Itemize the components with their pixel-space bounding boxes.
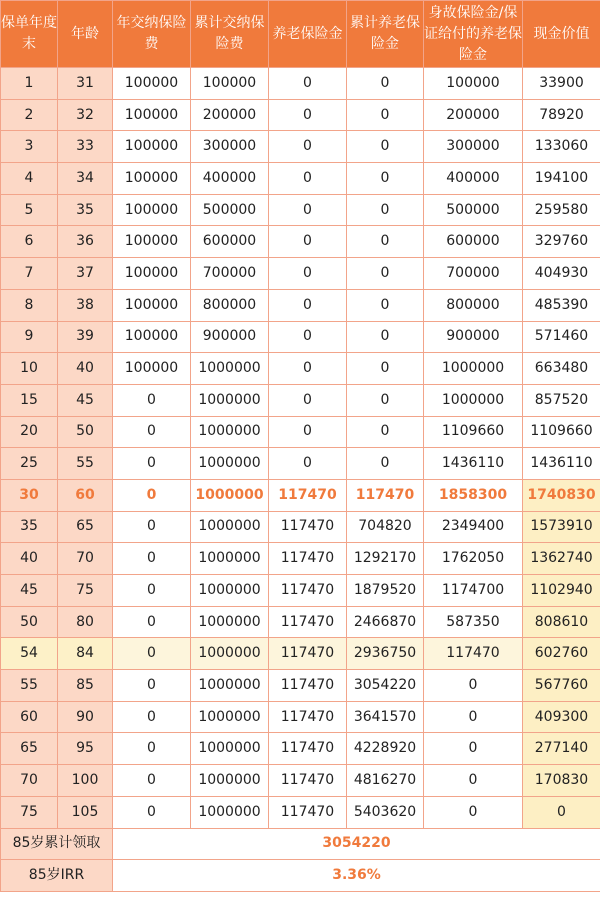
table-cell: 133060 (523, 131, 600, 163)
table-cell: 0 (113, 670, 191, 702)
table-cell: 40 (1, 543, 58, 575)
header-pension-benefit: 养老保险金 (269, 1, 347, 68)
table-row (1, 353, 600, 385)
table-cell: 0 (347, 384, 424, 416)
table-cell: 37 (58, 258, 113, 290)
table-cell: 100000 (113, 258, 191, 290)
table-cell: 0 (424, 733, 523, 765)
table-row (1, 384, 600, 416)
table-cell: 1000000 (191, 511, 269, 543)
table-row (1, 416, 600, 448)
table-cell: 0 (347, 68, 424, 100)
table-cell: 600000 (191, 226, 269, 258)
table-cell: 0 (347, 99, 424, 131)
table-cell: 500000 (191, 194, 269, 226)
table-row (1, 448, 600, 480)
table-cell: 3 (1, 131, 58, 163)
table-cell: 1573910 (523, 511, 600, 543)
table-cell: 1000000 (191, 543, 269, 575)
table-cell: 1858300 (424, 479, 523, 511)
table-cell: 0 (269, 131, 347, 163)
table-cell: 0 (424, 670, 523, 702)
table-row (1, 796, 600, 828)
table-cell: 100000 (113, 289, 191, 321)
table-cell: 117470 (269, 606, 347, 638)
table-row (1, 99, 600, 131)
table-row (1, 258, 600, 290)
table-cell: 0 (113, 511, 191, 543)
table-cell: 80 (58, 606, 113, 638)
table-cell: 600000 (424, 226, 523, 258)
table-cell: 0 (347, 194, 424, 226)
table-cell: 20 (1, 416, 58, 448)
table-cell: 0 (113, 479, 191, 511)
table-cell: 0 (347, 353, 424, 385)
table-cell: 3054220 (347, 670, 424, 702)
table-cell: 0 (269, 416, 347, 448)
table-cell: 4816270 (347, 765, 424, 797)
table-cell: 0 (113, 384, 191, 416)
table-cell: 0 (269, 321, 347, 353)
table-cell: 117470 (269, 765, 347, 797)
table-row (1, 194, 600, 226)
table-cell: 39 (58, 321, 113, 353)
table-cell: 36 (58, 226, 113, 258)
table-cell: 100 (58, 765, 113, 797)
table-cell: 6 (1, 226, 58, 258)
table-cell: 0 (347, 226, 424, 258)
table-cell: 117470 (424, 638, 523, 670)
table-cell: 0 (269, 226, 347, 258)
table-cell: 1000000 (191, 638, 269, 670)
table-cell: 900000 (424, 321, 523, 353)
table-cell: 2466870 (347, 606, 424, 638)
summary-total-row (1, 828, 600, 860)
table-cell: 1109660 (424, 416, 523, 448)
table-cell: 1362740 (523, 543, 600, 575)
table-cell: 75 (1, 796, 58, 828)
table-cell: 663480 (523, 353, 600, 385)
table-cell: 100000 (113, 99, 191, 131)
table-cell: 30 (1, 479, 58, 511)
table-row (1, 670, 600, 702)
table-cell: 100000 (113, 353, 191, 385)
table-cell: 117470 (269, 733, 347, 765)
table-cell: 38 (58, 289, 113, 321)
table-cell: 100000 (113, 194, 191, 226)
table-cell: 0 (424, 765, 523, 797)
table-cell: 65 (1, 733, 58, 765)
table-cell: 1436110 (424, 448, 523, 480)
table-cell: 54 (1, 638, 58, 670)
table-row (1, 765, 600, 797)
table-cell: 7 (1, 258, 58, 290)
table-cell: 100000 (113, 226, 191, 258)
table-cell: 194100 (523, 163, 600, 195)
table-cell: 700000 (191, 258, 269, 290)
table-cell: 0 (523, 796, 600, 828)
table-cell: 117470 (269, 701, 347, 733)
table-row (1, 511, 600, 543)
table-cell: 117470 (269, 511, 347, 543)
table-cell: 1000000 (191, 670, 269, 702)
table-cell: 1879520 (347, 575, 424, 607)
table-cell: 0 (269, 99, 347, 131)
table-cell: 1000000 (424, 384, 523, 416)
table-cell: 40 (58, 353, 113, 385)
table-cell: 5 (1, 194, 58, 226)
table-cell: 25 (1, 448, 58, 480)
table-cell: 0 (113, 765, 191, 797)
table-cell: 84 (58, 638, 113, 670)
table-cell: 704820 (347, 511, 424, 543)
header-cumulative-pension: 累计养老保险金 (347, 1, 424, 68)
table-cell: 95 (58, 733, 113, 765)
table-cell: 800000 (191, 289, 269, 321)
table-cell: 300000 (424, 131, 523, 163)
table-cell: 900000 (191, 321, 269, 353)
table-cell: 70 (58, 543, 113, 575)
table-cell: 9 (1, 321, 58, 353)
header-policy-year: 保单年度末 (1, 1, 58, 68)
header-cumulative-premium: 累计交纳保险费 (191, 1, 269, 68)
table-cell: 1000000 (191, 701, 269, 733)
table-cell: 170830 (523, 765, 600, 797)
table-cell: 1762050 (424, 543, 523, 575)
table-cell: 300000 (191, 131, 269, 163)
table-cell: 571460 (523, 321, 600, 353)
header-age: 年龄 (58, 1, 113, 68)
table-cell: 1740830 (523, 479, 600, 511)
table-cell: 0 (424, 701, 523, 733)
table-cell: 1000000 (191, 416, 269, 448)
table-cell: 0 (269, 353, 347, 385)
table-cell: 33900 (523, 68, 600, 100)
table-cell: 567760 (523, 670, 600, 702)
table-cell: 0 (424, 796, 523, 828)
table-cell: 602760 (523, 638, 600, 670)
table-cell: 0 (347, 258, 424, 290)
table-cell: 100000 (113, 68, 191, 100)
summary-irr-row (1, 860, 600, 892)
table-cell: 50 (1, 606, 58, 638)
table-cell: 85 (58, 670, 113, 702)
table-cell: 0 (347, 131, 424, 163)
table-cell: 100000 (191, 68, 269, 100)
table-cell: 105 (58, 796, 113, 828)
table-cell: 45 (58, 384, 113, 416)
table-cell: 8 (1, 289, 58, 321)
table-cell: 1000000 (191, 384, 269, 416)
table-cell: 0 (269, 384, 347, 416)
table-cell: 0 (269, 448, 347, 480)
table-header-row (1, 1, 600, 68)
table-cell: 200000 (191, 99, 269, 131)
table-cell: 2349400 (424, 511, 523, 543)
table-cell: 1000000 (191, 575, 269, 607)
total-claimed-value: 3054220 (113, 828, 600, 860)
table-cell: 45 (1, 575, 58, 607)
table-cell: 329760 (523, 226, 600, 258)
table-row (1, 131, 600, 163)
table-cell: 0 (347, 448, 424, 480)
table-cell: 0 (269, 258, 347, 290)
table-row (1, 701, 600, 733)
table-cell: 117470 (269, 670, 347, 702)
table-row (1, 68, 600, 100)
table-cell: 485390 (523, 289, 600, 321)
table-cell: 35 (1, 511, 58, 543)
table-cell: 55 (58, 448, 113, 480)
table-cell: 117470 (347, 479, 424, 511)
table-cell: 75 (58, 575, 113, 607)
table-cell: 50 (58, 416, 113, 448)
table-cell: 33 (58, 131, 113, 163)
table-cell: 90 (58, 701, 113, 733)
table-cell: 0 (269, 68, 347, 100)
table-cell: 0 (113, 638, 191, 670)
table-cell: 2936750 (347, 638, 424, 670)
table-cell: 0 (347, 289, 424, 321)
table-row (1, 543, 600, 575)
table-cell: 0 (269, 194, 347, 226)
table-cell: 0 (113, 733, 191, 765)
table-row (1, 638, 600, 670)
table-cell: 117470 (269, 796, 347, 828)
table-cell: 31 (58, 68, 113, 100)
table-cell: 808610 (523, 606, 600, 638)
table-cell: 0 (269, 289, 347, 321)
total-claimed-label: 85岁累计领取 (1, 828, 113, 860)
table-cell: 1174700 (424, 575, 523, 607)
table-cell: 100000 (424, 68, 523, 100)
table-cell: 587350 (424, 606, 523, 638)
table-cell: 34 (58, 163, 113, 195)
table-cell: 1000000 (191, 796, 269, 828)
table-cell: 100000 (113, 163, 191, 195)
table-cell: 0 (113, 575, 191, 607)
table-cell: 15 (1, 384, 58, 416)
table-row (1, 289, 600, 321)
table-cell: 700000 (424, 258, 523, 290)
table-cell: 1000000 (191, 606, 269, 638)
table-cell: 5403620 (347, 796, 424, 828)
table-cell: 800000 (424, 289, 523, 321)
table-cell: 0 (113, 448, 191, 480)
table-cell: 1000000 (191, 479, 269, 511)
table-cell: 65 (58, 511, 113, 543)
table-cell: 1000000 (191, 353, 269, 385)
table-cell: 55 (1, 670, 58, 702)
table-cell: 1000000 (191, 765, 269, 797)
table-cell: 500000 (424, 194, 523, 226)
table-cell: 409300 (523, 701, 600, 733)
table-row (1, 321, 600, 353)
table-cell: 277140 (523, 733, 600, 765)
table-cell: 60 (1, 701, 58, 733)
table-cell: 400000 (424, 163, 523, 195)
table-cell: 117470 (269, 575, 347, 607)
header-annual-premium: 年交纳保险费 (113, 1, 191, 68)
table-cell: 0 (347, 321, 424, 353)
table-cell: 0 (347, 416, 424, 448)
table-cell: 0 (113, 543, 191, 575)
table-cell: 1102940 (523, 575, 600, 607)
table-cell: 2 (1, 99, 58, 131)
table-row (1, 733, 600, 765)
table-cell: 35 (58, 194, 113, 226)
table-row (1, 606, 600, 638)
table-cell: 404930 (523, 258, 600, 290)
table-cell: 0 (347, 163, 424, 195)
table-cell: 100000 (113, 321, 191, 353)
table-cell: 78920 (523, 99, 600, 131)
header-death-benefit: 身故保险金/保证给付的养老保险金 (424, 1, 523, 68)
table-cell: 10 (1, 353, 58, 385)
table-cell: 3641570 (347, 701, 424, 733)
header-cash-value: 现金价值 (523, 1, 600, 68)
table-cell: 1000000 (191, 733, 269, 765)
table-cell: 1292170 (347, 543, 424, 575)
table-cell: 117470 (269, 479, 347, 511)
table-row (1, 479, 600, 511)
table-cell: 857520 (523, 384, 600, 416)
table-cell: 70 (1, 765, 58, 797)
irr-label: 85岁IRR (1, 860, 113, 892)
table-cell: 117470 (269, 543, 347, 575)
table-cell: 400000 (191, 163, 269, 195)
table-row (1, 226, 600, 258)
table-cell: 0 (113, 606, 191, 638)
irr-value: 3.36% (113, 860, 600, 892)
table-cell: 259580 (523, 194, 600, 226)
table-cell: 4228920 (347, 733, 424, 765)
table-cell: 60 (58, 479, 113, 511)
table-cell: 32 (58, 99, 113, 131)
table-cell: 0 (113, 416, 191, 448)
table-row (1, 575, 600, 607)
table-cell: 0 (113, 701, 191, 733)
table-cell: 4 (1, 163, 58, 195)
table-cell: 1109660 (523, 416, 600, 448)
table-cell: 1000000 (424, 353, 523, 385)
table-cell: 0 (113, 796, 191, 828)
table-cell: 117470 (269, 638, 347, 670)
table-cell: 1000000 (191, 448, 269, 480)
table-cell: 0 (269, 163, 347, 195)
table-cell: 1 (1, 68, 58, 100)
table-row (1, 163, 600, 195)
table-cell: 1436110 (523, 448, 600, 480)
table-cell: 200000 (424, 99, 523, 131)
table-cell: 100000 (113, 131, 191, 163)
